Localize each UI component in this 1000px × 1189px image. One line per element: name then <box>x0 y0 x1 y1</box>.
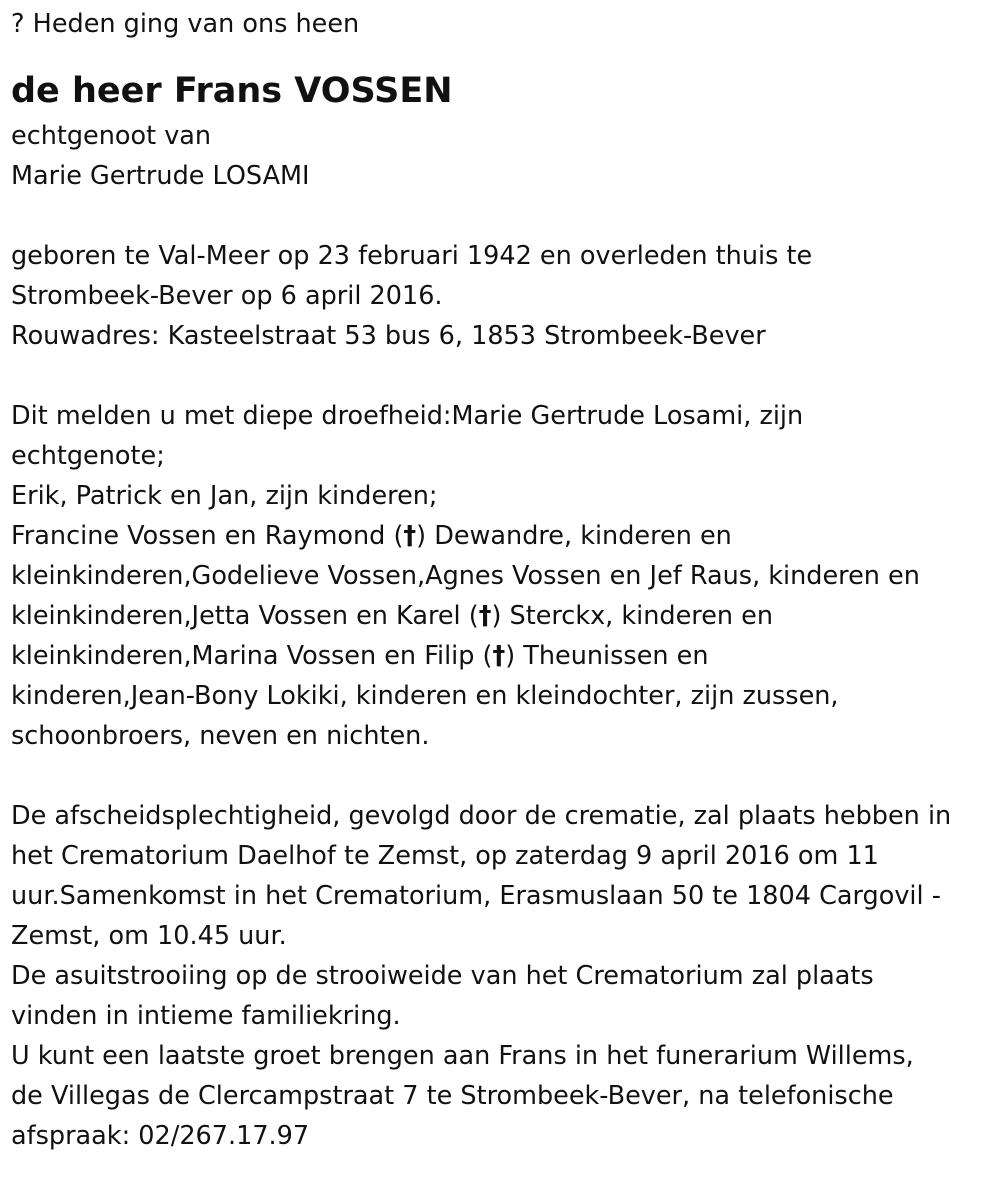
ceremony-line: De asuitstrooiing op de strooiweide van het Crematorium zal plaats <box>11 961 874 991</box>
cross-icon: † <box>492 641 506 671</box>
ceremony-line: vinden in intieme familiekring. <box>11 1001 401 1031</box>
contact-phone: afspraak: 02/267.17.97 <box>11 1121 310 1151</box>
family-line: Erik, Patrick en Jan, zijn kinderen; <box>11 481 438 511</box>
family-text: Francine Vossen en Raymond ( <box>11 521 404 551</box>
birth-death-section <box>11 236 985 356</box>
relation-label: echtgenoot van <box>11 121 212 151</box>
spacer <box>11 356 985 396</box>
ceremony-line: Zemst, om 10.45 uur. <box>11 921 287 951</box>
family-text: kleinkinderen,Marina Vossen en Filip ( <box>11 641 493 671</box>
ceremony-line: uur.Samenkomst in het Crematorium, Erasmuslaan 50 te 1804 Cargovil - <box>11 881 941 911</box>
spacer <box>11 196 985 236</box>
family-line <box>11 636 985 676</box>
ceremony-line: de Villegas de Clercampstraat 7 te Strombeek-Bever, na telefonische <box>11 1081 894 1111</box>
cross-icon: † <box>478 601 492 631</box>
ceremony-line: het Crematorium Daelhof te Zemst, op zaterdag 9 april 2016 om 11 <box>11 841 879 871</box>
birth-death-line: Strombeek-Bever op 6 april 2016. <box>11 281 443 311</box>
family-line <box>11 516 985 556</box>
ceremony-line: De afscheidsplechtigheid, gevolgd door de crematie, zal plaats hebben in <box>11 801 952 831</box>
family-line: schoonbroers, neven en nichten. <box>11 721 430 751</box>
family-section <box>11 396 985 756</box>
intro-text: ? Heden ging van ons heen <box>11 9 360 39</box>
deceased-name: de heer Frans VOSSEN <box>11 71 453 111</box>
family-line: kleinkinderen,Godelieve Vossen,Agnes Vossen en Jef Raus, kinderen en <box>11 561 920 591</box>
ceremony-line: U kunt een laatste groet brengen aan Frans in het funerarium Willems, <box>11 1041 914 1071</box>
family-line: echtgenote; <box>11 441 165 471</box>
ceremony-section <box>11 796 985 1156</box>
family-text: ) Dewandre, kinderen en <box>416 521 732 551</box>
cross-icon: † <box>403 521 417 551</box>
spacer <box>11 756 985 796</box>
family-line: Dit melden u met diepe droefheid:Marie Gertrude Losami, zijn <box>11 401 804 431</box>
family-text: ) Sterckx, kinderen en <box>491 601 774 631</box>
spouse-name: Marie Gertrude LOSAMI <box>11 161 310 191</box>
birth-death-line: geboren te Val-Meer op 23 februari 1942 en overleden thuis te <box>11 241 813 271</box>
family-text: kleinkinderen,Jetta Vossen en Karel ( <box>11 601 479 631</box>
family-line: kinderen,Jean-Bony Lokiki, kinderen en kleindochter, zijn zussen, <box>11 681 839 711</box>
mourning-address: Rouwadres: Kasteelstraat 53 bus 6, 1853 Strombeek-Bever <box>11 321 766 351</box>
family-line <box>11 596 985 636</box>
family-text: ) Theunissen en <box>505 641 709 671</box>
